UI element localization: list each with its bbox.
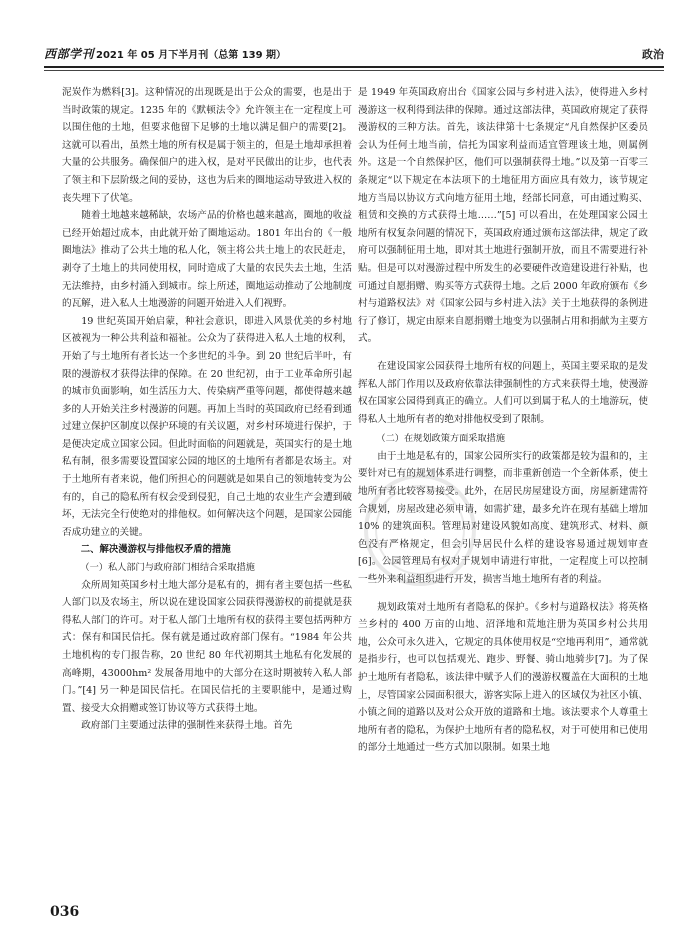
header-rule-thick bbox=[44, 66, 664, 68]
left-column bbox=[62, 84, 352, 735]
header-left bbox=[44, 45, 286, 62]
body-paragraph: 众所周知英国乡村土地大部分是私有的，拥有者主要包括一些私人部门以及农场主，所以说在建设国家公园获得漫游权的前提就是获得私人部门的许可。对于私人部门土地所有权的获得主要包括两种方式：保有和国民信托。保有就是通过政府部门保有。“1984 年公共土地机构的专门报告称，20 世纪 80 年代初期其土地私有化发展的高峰期，43000hm² 发展备用地中的大部分在这时期被转入私人部门。”[4] 另一种是国民信托。在国民信托的主要职能中，是通过购置、接受大众捐赠或签订协议等方式获得土地。 bbox=[62, 579, 352, 714]
right-column bbox=[358, 84, 648, 757]
header-rule-thin bbox=[44, 70, 664, 71]
page-header bbox=[44, 44, 664, 62]
issue-info: 2021 年 05 月下半月刊（总第 139 期） bbox=[96, 50, 287, 61]
subsection-heading: （二）在规划政策方面采取措施 bbox=[376, 433, 506, 445]
section-label: 政治 bbox=[642, 48, 664, 61]
section-heading: 二、解决漫游权与排他权矛盾的措施 bbox=[80, 544, 231, 556]
body-paragraph: 规划政策对土地所有者隐私的保护。《乡村与道路权法》将英格兰乡村的 400 万亩的山地、沼泽地和荒地注册为英国乡村公共用地，公众可永久进入，它规定的具体使用权是“空地再利用”，通常就是指步行，也可以包括观光、跑步、野餐、骑山地骑步[7]。为了保护土地所有者隐私，该法律中赋予人们的漫游权覆盖在大面积的土地上，尽管国家公园面积很大，游客实际上进入的区域仅为社区小镇、小镇之间的道路以及对公众开放的道路和土地。该法要求个人尊重土地所有者的隐私，为保护土地所有者的隐私权，对于可使用和已使用的部分土地通过一些方式加以限制。如果土地 bbox=[358, 601, 648, 754]
body-paragraph: 泥炭作为燃料[3]。这种情况的出现既是出于公众的需要，也是出于当时政策的规定。1235 年的《默顿法令》允许领主在一定程度上可以围住他的土地，但要求他留下足够的土地以满足佃户的需要[2]。这就可以看出，虽然土地的所有权是属于领主的，但是土地却承担着大量的公共服务。确保佃户的进入权，是对平民做出的让步，也代表了领主和下层阶级之间的妥协，这也为后来的圈地运动导致进入权的丧失埋下了伏笔。 bbox=[62, 87, 352, 204]
body-paragraph: 在建设国家公园获得土地所有权的问题上，英国主要采取的是发挥私人部门作用以及政府依靠法律强制性的方式来获得土地，使漫游权在国家公园得到真正的确立。人们可以到属于私人的土地游玩，使得私人土地所有者的绝对排他权受到了限制。 bbox=[358, 360, 648, 425]
body-paragraph: 是 1949 年英国政府出台《国家公园与乡村进入法》，使得进入乡村漫游这一权利得到法律的保障。通过这部法律，英国政府规定了获得漫游权的三种方法。首先，该法律第十七条规定“凡自然保护区委员会认为任何土地当前，信托为国家利益而适宜管理该土地，则属例外。这是一个自然保护区，他们可以强制获得土地。”以及第一百零三条规定“以下规定在本法项下的土地征用方面应具有效力，该节规定地方当局以协议方式向地方征用土地，经部长同意，可由通过购买、租赁和交换的方式获得土地……”[5] 可以看出，在处理国家公园土地所有权复杂问题的情况下，英国政府通过颁布这部法律，规定了政府可以强制征用土地，即对其土地进行强制开放，而且不需要进行补贴。但是可以对漫游过程中所发生的必要硬件改造建设进行补贴，也可通过自愿捐赠、购买等方式获得土地。之后 2000 年政府颁布《乡村与道路权法》对《国家公园与乡村进入法》关于土地获得的条例进行了修订，规定由原来自愿捐赠土地变为以强制占用和捐献为主要方式。 bbox=[358, 87, 648, 345]
page-number: 036 bbox=[50, 904, 80, 920]
subsection-heading: （一）私人部门与政府部门相结合采取措施 bbox=[80, 562, 255, 574]
body-paragraph: 政府部门主要通过法律的强制性来获得土地。首先 bbox=[81, 720, 293, 732]
body-paragraph: 随着土地越来越稀缺，农场产品的价格也越来越高，圈地的收益已经开始超过成本，由此就开始了圈地运动。1801 年出台的《一般圈地法》推动了公共土地的私人化，领主将公共土地上的农民赶走，剥夺了土地上的共同使用权，同时造成了大量的农民失去土地，生活无法维持，由乡村涌入到城市。综上所述，圈地运动推动了公地制度的瓦解，进入私人土地漫游的问题开始进入人们视野。 bbox=[62, 210, 352, 310]
body-paragraph: 由于土地是私有的，国家公园所实行的政策都是较为温和的，主要针对已有的规划体系进行调整，而非重新创造一个全新体系，使土地所有者比较容易接受。此外，在居民房屋建设方面，房屋新建需符合规划，房屋改建必须申请，如需扩建，最多允许在现有基础上增加 10% 的建筑面积。管理局对建设风貌如高度、建筑形式、材料、颜色没有严格规定，但会引导居民什么样的建设容易通过规划审查[6]。公园管理局有权对于规划申请进行审批，一定程度上可以控制一些外来利益组织进行开发，损害当地土地所有者的利益。 bbox=[358, 450, 648, 586]
body-paragraph: 19 世纪英国开始启蒙，种社会意识，即进入风景优美的乡村地区被视为一种公共利益和福祉。公众为了获得进入私人土地的权利，开始了与土地所有者长达一个多世纪的斗争。到 20 世纪后半叶，有限的漫游权才获得法律的保障。在 20 世纪初，由于工业革命所引起的城市负面影响，如生活压力大、传染病严重等问题，都使得越来越多的人开始关注乡村漫游的问题。再加上当时的英国政府已经看到通过建立保护区制度以保护环境的有关议题，对乡村环境进行保护，于是便决定成立国家公园。但此时面临的问题就是，英国实行的是土地私有制，很多需要设置国家公园的地区的土地所有者都是农场主。对于土地所有者来说，他们所担心的问题就是如果自己的领地转变为公有的，自己的隐私所有权会受到侵犯，自己土地的农业生产会遭到破坏，无法完全行使绝对的排他权。如何解决这个问题，是国家公园能否成功建立的关键。 bbox=[62, 315, 352, 538]
journal-title: 西部学刊 bbox=[44, 47, 95, 61]
